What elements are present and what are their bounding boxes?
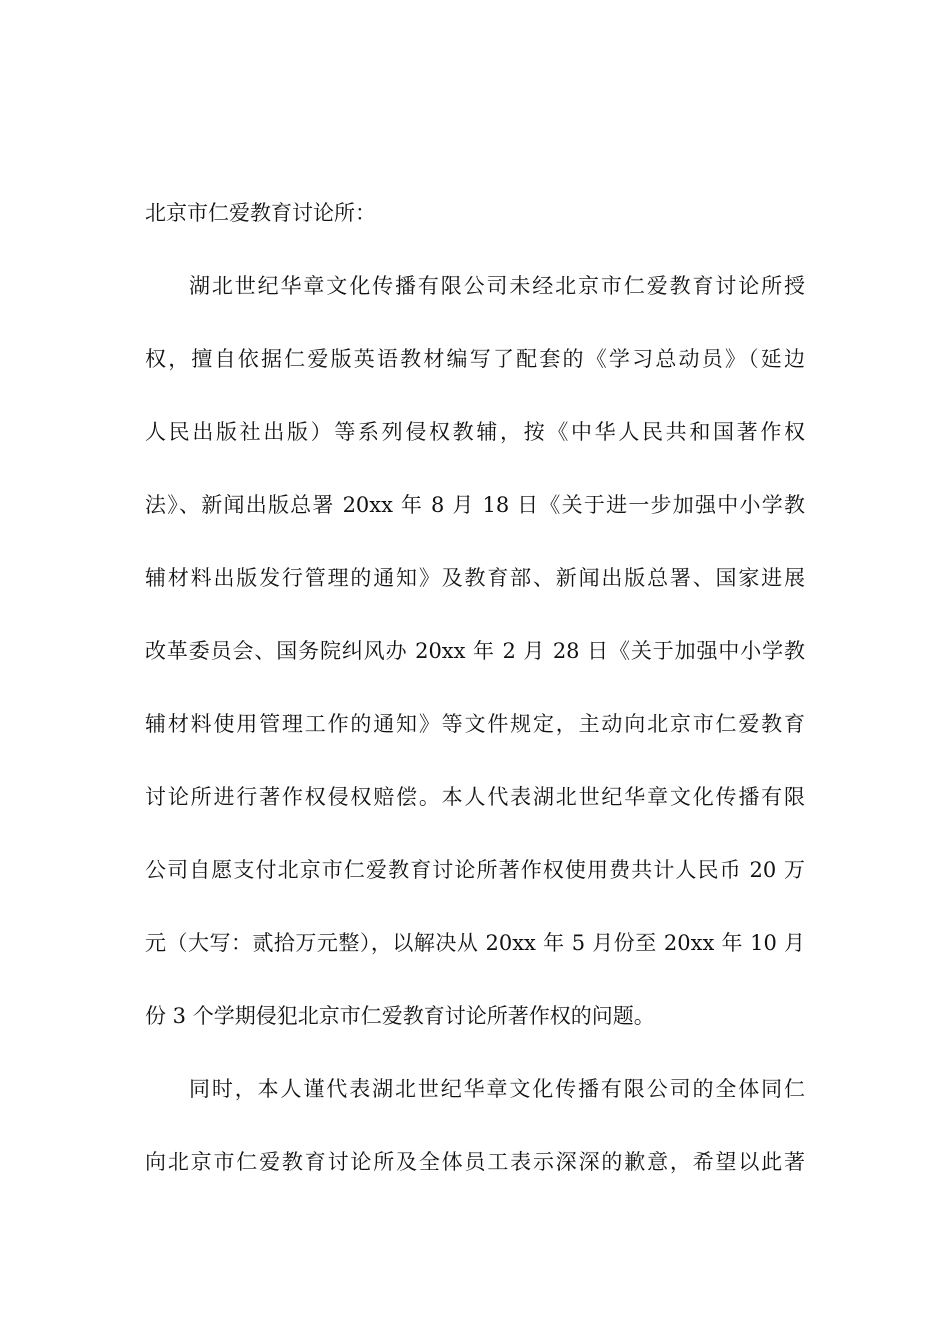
paragraph-line: 权，擅自依据仁爱版英语教材编写了配套的《学习总动员》（延边 [145,347,805,371]
paragraph-line: 同时，本人谨代表湖北世纪华章文化传播有限公司的全体同仁 [189,1077,805,1101]
paragraph-line: 元（大写：贰拾万元整），以解决从 20xx 年 5 月份至 20xx 年 10 月 [145,931,805,955]
paragraph-1 [145,269,805,1034]
paragraph-line: 湖北世纪华章文化传播有限公司未经北京市仁爱教育讨论所授 [189,274,805,298]
paragraph-line: 向北京市仁爱教育讨论所及全体员工表示深深的歉意，希望以此著 [145,1150,805,1174]
paragraph-line: 公司自愿支付北京市仁爱教育讨论所著作权使用费共计人民币 20 万 [145,858,805,882]
paragraph-line: 讨论所进行著作权侵权赔偿。本人代表湖北世纪华章文化传播有限 [145,785,805,809]
paragraph-line: 法》、新闻出版总署 20xx 年 8 月 18 日《关于进一步加强中小学教 [145,493,805,517]
document-body [145,196,805,1218]
paragraph-line: 辅材料出版发行管理的通知》及教育部、新闻出版总署、国家进展 [145,566,805,590]
paragraph-2 [145,1072,805,1180]
paragraph-line: 份 3 个学期侵犯北京市仁爱教育讨论所著作权的问题。 [145,1004,655,1028]
paragraph-line: 改革委员会、国务院纠风办 20xx 年 2 月 28 日《关于加强中小学教 [145,639,805,663]
paragraph-line: 人民出版社出版）等系列侵权教辅，按《中华人民共和国著作权 [145,420,805,444]
paragraph-line: 辅材料使用管理工作的通知》等文件规定，主动向北京市仁爱教育 [145,712,805,736]
salutation: 北京市仁爱教育讨论所： [145,201,376,225]
